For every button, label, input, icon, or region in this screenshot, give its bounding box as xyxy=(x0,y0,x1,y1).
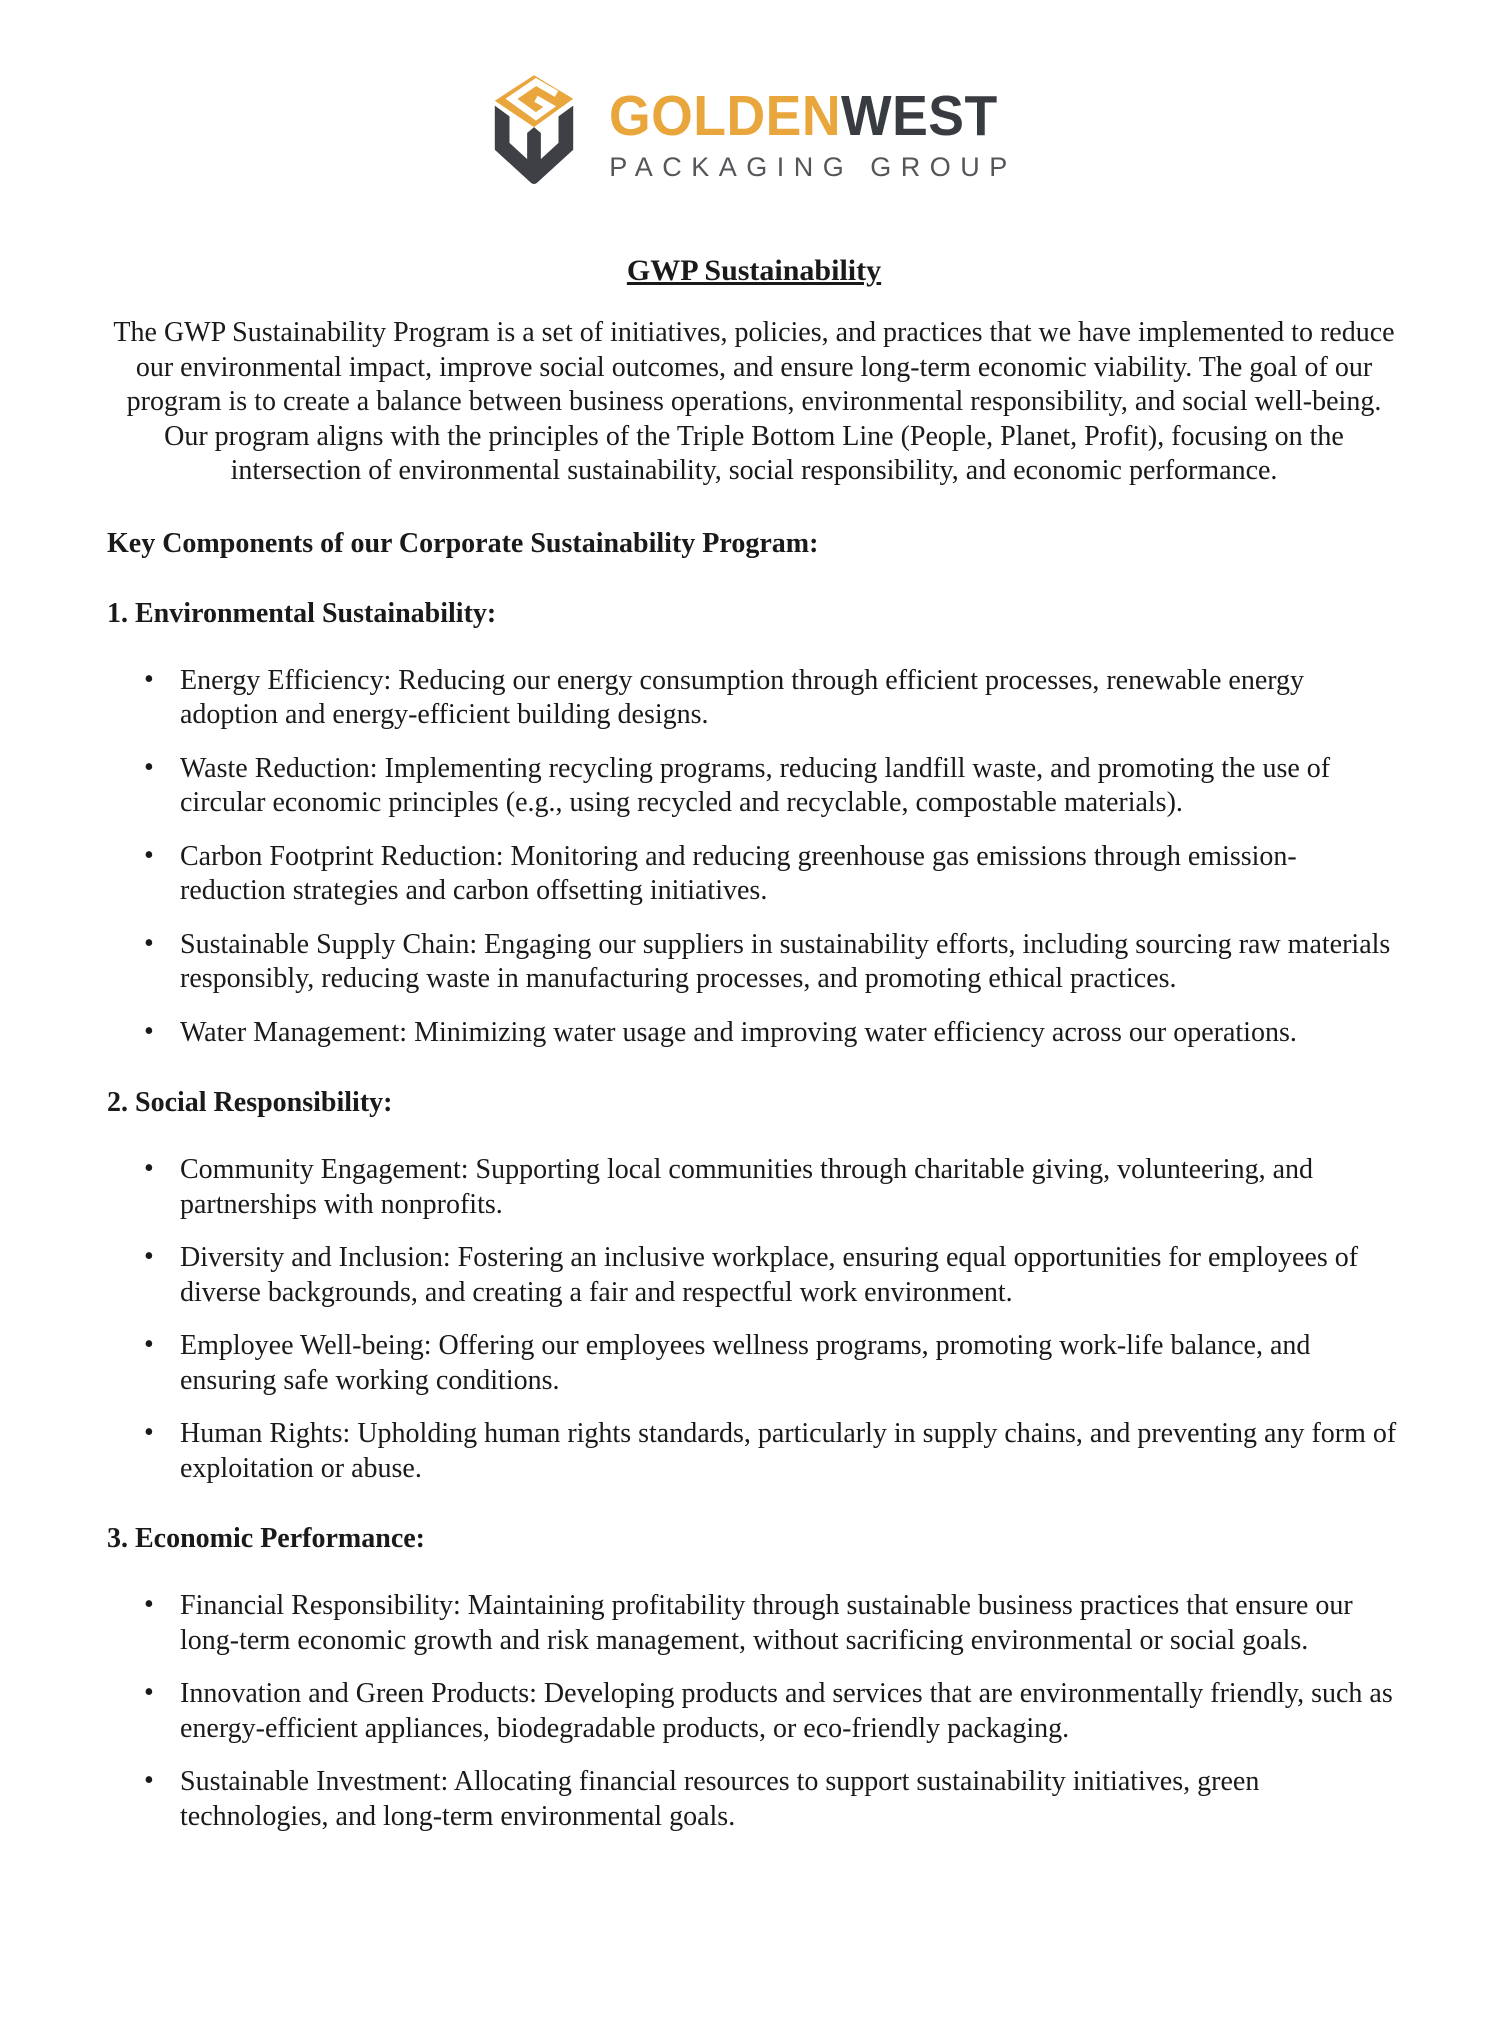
section-heading: 2. Social Responsibility: xyxy=(107,1087,393,1118)
section-heading: 3. Economic Performance: xyxy=(107,1523,425,1554)
section-heading: 1. Environmental Sustainability: xyxy=(107,597,497,629)
bullet-list xyxy=(107,1153,1401,1486)
bullet-item: • Sustainable Investment: Allocating financial resources to support sustainability initiatives, green technologies, and long-term environmental goals. xyxy=(180,1765,1401,1834)
bullet-item: • Water Management: Minimizing water usage and improving water efficiency across our operations. xyxy=(180,1016,1401,1051)
brand-name-primary: GOLDEN xyxy=(609,84,842,148)
logo-wordmark xyxy=(609,84,1023,183)
bullet-item: • Carbon Footprint Reduction: Monitoring and reducing greenhouse gas emissions through emission-reduction strategies and carbon offsetting initiatives. xyxy=(180,840,1401,909)
bullet-item: • Diversity and Inclusion: Fostering an inclusive workplace, ensuring equal opportunities for employees of diverse backgrounds, and creating a fair and respectful work environment. xyxy=(180,1241,1401,1310)
bullet-item: • Financial Responsibility: Maintaining profitability through sustainable business practices that ensure our long-term economic growth and risk management, without sacrificing environmental or social goals. xyxy=(180,1589,1401,1658)
key-components-heading: Key Components of our Corporate Sustainability Program: xyxy=(107,527,819,559)
bullet-item: • Human Rights: Upholding human rights standards, particularly in supply chains, and preventing any form of exploitation or abuse. xyxy=(180,1417,1401,1486)
brand-name-secondary: WEST xyxy=(841,84,998,148)
bullet-item: • Community Engagement: Supporting local communities through charitable giving, volunteering, and partnerships with nonprofits. xyxy=(180,1153,1401,1222)
document-section xyxy=(107,597,1401,1051)
bullet-item: • Sustainable Supply Chain: Engaging our suppliers in sustainability efforts, including sourcing raw materials responsibly, reducing waste in manufacturing processes, and promoting ethical practices. xyxy=(180,928,1401,997)
brand-name xyxy=(609,84,998,148)
bullet-list xyxy=(107,1589,1401,1834)
bullet-item: • Energy Efficiency: Reducing our energy consumption through efficient processes, renewable energy adoption and energy-efficient building designs. xyxy=(180,664,1401,733)
document-section xyxy=(107,1522,1401,1834)
document-section xyxy=(107,1086,1401,1486)
bullet-item: • Innovation and Green Products: Developing products and services that are environmentally friendly, such as energy-efficient appliances, biodegradable products, or eco-friendly packaging. xyxy=(180,1677,1401,1746)
bullet-list xyxy=(107,664,1401,1051)
company-logo xyxy=(107,72,1401,204)
bullet-item: • Employee Well-being: Offering our employees wellness programs, promoting work-life balance, and ensuring safe working conditions. xyxy=(180,1329,1401,1398)
bullet-item: • Waste Reduction: Implementing recycling programs, reducing landfill waste, and promoting the use of circular economic principles (e.g., using recycled and recyclable, compostable materials). xyxy=(180,752,1401,821)
brand-subtitle: PACKAGING GROUP xyxy=(609,152,1017,182)
sections-container xyxy=(107,597,1401,1835)
intro-paragraph: The GWP Sustainability Program is a set of initiatives, policies, and practices that we have implemented to reduce our environmental impact, improve social outcomes, and ensure long-term economic viability. The goal of our program is to create a balance between business operations, environmental responsibility, and social well-being. Our program aligns with the principles of the Triple Bottom Line (People, Planet, Profit), focusing on the intersection of environmental sustainability, social responsibility, and economic performance. xyxy=(113,317,1395,486)
logo-mark-icon xyxy=(485,72,583,198)
document-page xyxy=(0,72,1505,2019)
page-title: GWP Sustainability xyxy=(626,254,882,287)
